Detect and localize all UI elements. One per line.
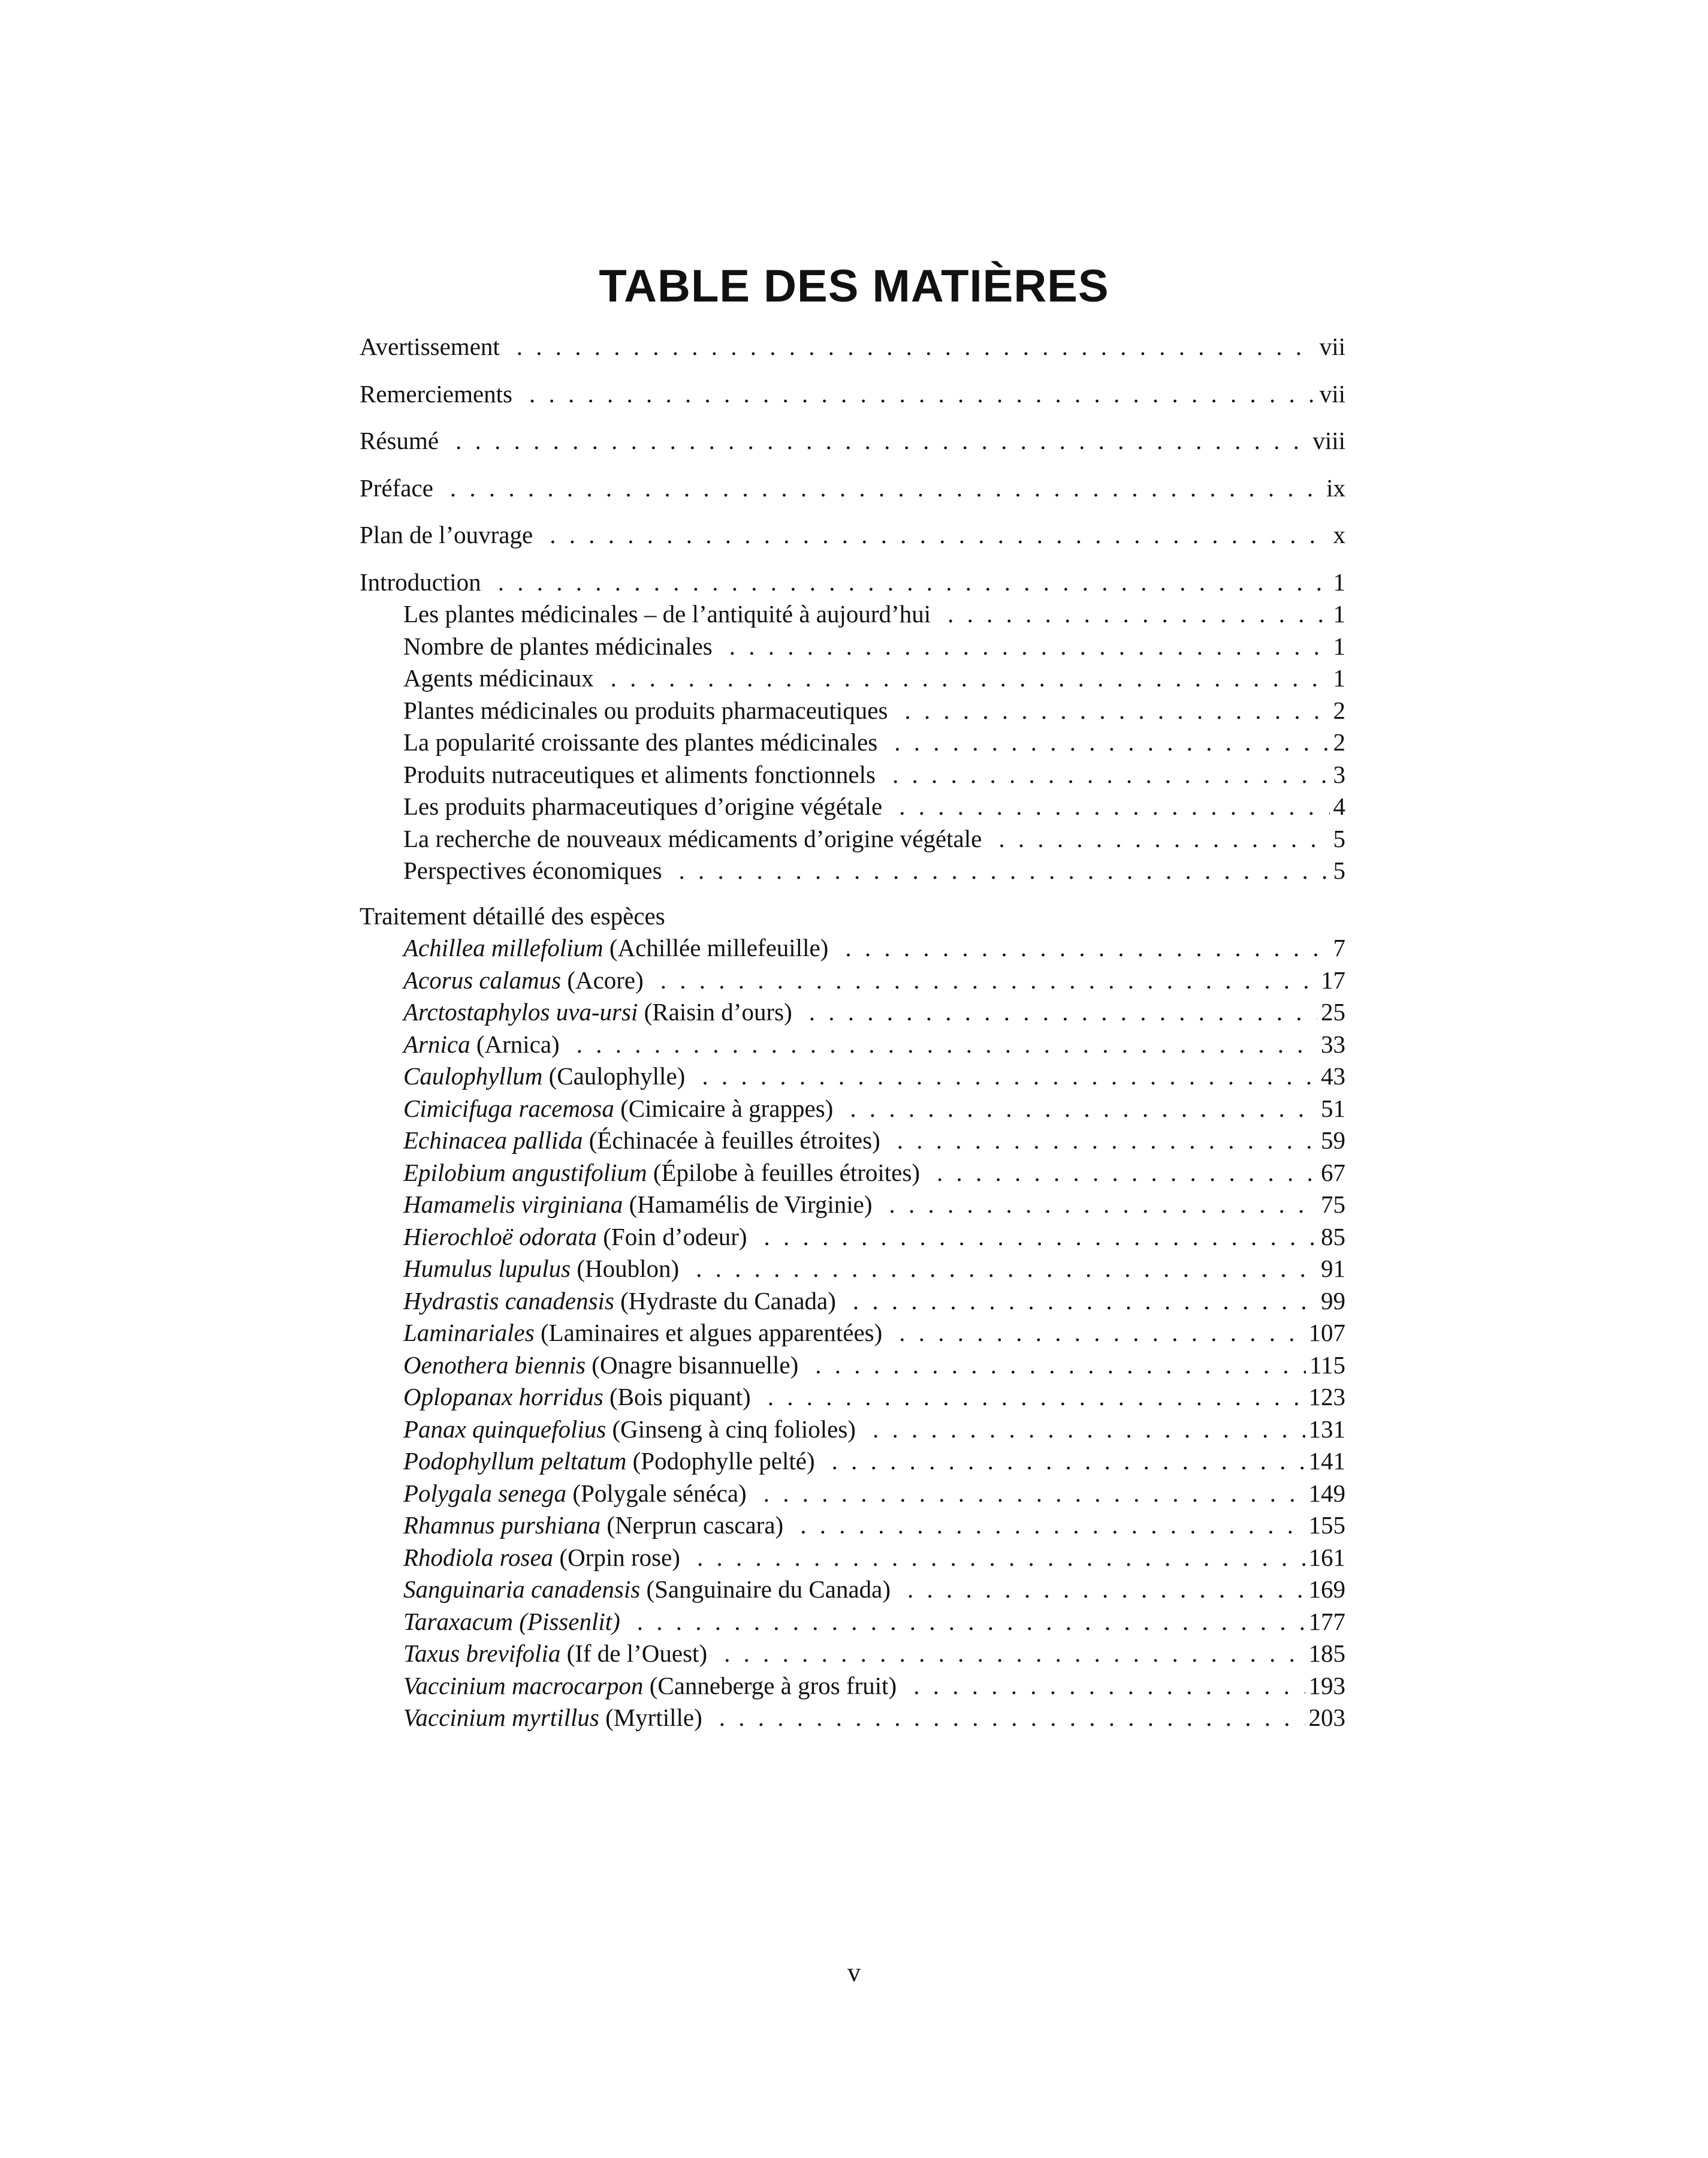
leader-dots xyxy=(611,662,1330,695)
toc-species-entry[interactable] xyxy=(360,1542,1345,1574)
common-name: (Acore) xyxy=(561,966,644,994)
toc-page-number: 51 xyxy=(1321,1094,1345,1122)
toc-page-number: 203 xyxy=(1308,1704,1345,1731)
toc-entry-label xyxy=(403,996,792,1029)
leader-dots xyxy=(577,1029,1317,1061)
toc-entry-preface[interactable] xyxy=(360,472,1345,505)
toc-species-entry[interactable] xyxy=(360,1349,1345,1382)
page-number: v xyxy=(847,1958,861,1987)
introduction-subentries xyxy=(360,598,1345,887)
toc-subentry[interactable] xyxy=(360,791,1345,823)
toc-entry-label: Produits nutraceutiques et aliments fonctionnels xyxy=(403,760,876,788)
leader-dots xyxy=(719,1702,1305,1734)
latin-name: Oenothera biennis xyxy=(403,1351,586,1379)
toc-page-number: 169 xyxy=(1308,1575,1345,1603)
toc-entry-label xyxy=(403,1349,798,1382)
common-name: (Ginseng à cinq folioles) xyxy=(606,1415,856,1443)
common-name: (Caulophylle) xyxy=(542,1062,686,1090)
toc-page-number: 33 xyxy=(1321,1030,1345,1058)
toc-page-number: ix xyxy=(1326,474,1345,502)
toc-page-number: viii xyxy=(1312,427,1345,454)
common-name: (Bois piquant) xyxy=(603,1383,751,1410)
latin-name: Cimicifuga racemosa xyxy=(403,1094,614,1122)
toc-entry-label xyxy=(403,1189,873,1221)
toc-species-entry[interactable] xyxy=(360,1221,1345,1253)
toc-entry-label: Préface xyxy=(360,474,433,502)
toc-page-number: 91 xyxy=(1321,1255,1345,1282)
common-name: (Épilobe à feuilles étroites) xyxy=(647,1158,920,1186)
toc-page-number: 2 xyxy=(1333,696,1345,724)
common-name: (Hydraste du Canada) xyxy=(614,1286,836,1315)
toc-species-entry[interactable] xyxy=(360,1509,1345,1542)
toc-page-number: 141 xyxy=(1308,1447,1345,1475)
toc-species-entry[interactable] xyxy=(360,1670,1345,1702)
leader-dots xyxy=(550,519,1329,551)
toc-entry-label xyxy=(403,1221,747,1253)
toc-species-entry[interactable] xyxy=(360,965,1345,997)
toc-subentry[interactable] xyxy=(360,727,1345,759)
toc-page-number: 149 xyxy=(1308,1479,1345,1507)
toc-species-entry[interactable] xyxy=(360,1702,1345,1734)
toc-subentry[interactable] xyxy=(360,631,1345,663)
common-name: (Houblon) xyxy=(571,1255,680,1282)
toc-page-number: 155 xyxy=(1308,1511,1345,1539)
toc-page-number: vii xyxy=(1319,333,1345,360)
leader-dots xyxy=(455,425,1309,457)
latin-name: Arctostaphylos uva-ursi xyxy=(403,998,638,1026)
toc-entry-label xyxy=(403,1093,833,1125)
common-name: (Polygale sénéca) xyxy=(566,1479,747,1507)
toc-subentry[interactable] xyxy=(360,662,1345,695)
latin-name: Sanguinaria canadensis xyxy=(403,1575,641,1603)
toc-entry-label xyxy=(403,1638,707,1670)
common-name: (Échinacée à feuilles étroites) xyxy=(583,1126,880,1154)
common-name: (Hamamélis de Virginie) xyxy=(623,1190,873,1218)
toc-entry-remerciements[interactable] xyxy=(360,378,1345,411)
toc-entry-introduction[interactable] xyxy=(360,566,1345,599)
common-name: (Orpin rose) xyxy=(553,1543,680,1571)
leader-dots xyxy=(894,727,1329,759)
toc-species-entry[interactable] xyxy=(360,1125,1345,1157)
toc-entry-label xyxy=(403,1285,836,1318)
toc-page-number: 161 xyxy=(1308,1543,1345,1571)
toc-entry-label xyxy=(403,1029,560,1061)
leader-dots xyxy=(729,631,1330,663)
leader-dots xyxy=(679,855,1330,887)
common-name: (Raisin d’ours) xyxy=(638,998,792,1026)
toc-entry-label xyxy=(403,1317,882,1349)
toc-entry-label xyxy=(403,1381,751,1413)
toc-page-number: x xyxy=(1333,521,1345,548)
toc-page-number: 17 xyxy=(1321,966,1345,994)
toc-entry-label xyxy=(403,932,828,965)
latin-name: Podophyllum peltatum xyxy=(403,1447,627,1475)
toc-entry-resume[interactable] xyxy=(360,425,1345,457)
leader-dots xyxy=(660,965,1317,997)
toc-entry-label xyxy=(403,1413,856,1446)
toc-entry-label xyxy=(403,1445,815,1478)
toc-species-entry[interactable] xyxy=(360,1285,1345,1318)
common-name: (Canneberge à gros fruit) xyxy=(643,1671,897,1699)
leader-dots xyxy=(764,1478,1305,1510)
toc-subentry[interactable] xyxy=(360,695,1345,727)
toc-entry-label: Avertissement xyxy=(360,333,500,360)
toc-page-number: 7 xyxy=(1333,934,1345,962)
latin-name: Laminariales xyxy=(403,1319,535,1346)
toc-entry-label xyxy=(403,1253,679,1285)
toc-page-number: 43 xyxy=(1321,1062,1345,1090)
toc-page-number: 177 xyxy=(1308,1607,1345,1635)
latin-name: Caulophyllum xyxy=(403,1062,543,1090)
toc-subentry[interactable] xyxy=(360,598,1345,631)
latin-name: Humulus lupulus xyxy=(403,1255,571,1282)
leader-dots xyxy=(998,823,1329,855)
toc-species-entry[interactable] xyxy=(360,1478,1345,1510)
toc-page-number: 1 xyxy=(1333,568,1345,596)
common-name: (If de l’Ouest) xyxy=(560,1639,708,1667)
latin-name: Acorus calamus xyxy=(403,966,562,994)
leader-dots xyxy=(899,791,1329,823)
toc-species-entry[interactable] xyxy=(360,1029,1345,1061)
leader-dots xyxy=(450,472,1323,505)
toc-page-number: 1 xyxy=(1333,600,1345,628)
leader-dots xyxy=(904,695,1329,727)
page-title: TABLE DES MATIÈRES xyxy=(599,261,1109,312)
toc-page-number: 185 xyxy=(1308,1639,1345,1667)
toc-entry-avertissement[interactable] xyxy=(360,331,1345,363)
toc-page-number: 59 xyxy=(1321,1126,1345,1154)
leader-dots xyxy=(764,1221,1317,1253)
toc-species-entry[interactable] xyxy=(360,996,1345,1029)
toc-page-number: 5 xyxy=(1333,857,1345,884)
toc-species-entry[interactable] xyxy=(360,1253,1345,1285)
leader-dots xyxy=(913,1670,1305,1702)
toc-page-number: 99 xyxy=(1321,1286,1345,1315)
toc-page-number: 1 xyxy=(1333,664,1345,692)
leader-dots xyxy=(889,1189,1318,1221)
toc-page-number: vii xyxy=(1319,379,1345,408)
species-section-heading: Traitement détaillé des espèces xyxy=(360,902,665,930)
toc-entry-label xyxy=(403,1542,680,1574)
leader-dots xyxy=(498,566,1330,599)
toc-species-entry[interactable] xyxy=(360,932,1345,965)
toc-entry-label: La popularité croissante des plantes médicinales xyxy=(403,728,878,756)
leader-dots xyxy=(850,1093,1317,1125)
toc-page-number: 4 xyxy=(1333,792,1345,820)
toc-page-number: 193 xyxy=(1308,1671,1345,1699)
toc-entry-label: Nombre de plantes médicinales xyxy=(403,632,713,660)
common-name: (Laminaires et algues apparentées) xyxy=(534,1319,883,1346)
toc-entry-label xyxy=(403,965,644,997)
leader-dots xyxy=(892,759,1330,791)
toc-entry-label: Plan de l’ouvrage xyxy=(360,521,533,548)
leader-dots xyxy=(832,1445,1305,1478)
toc-species-entry[interactable] xyxy=(360,1574,1345,1606)
leader-dots xyxy=(809,996,1317,1029)
latin-name: Taxus brevifolia xyxy=(403,1639,561,1667)
toc-page-number: 1 xyxy=(1333,632,1345,660)
common-name: (Foin d’odeur) xyxy=(597,1222,747,1250)
toc-entry-label xyxy=(403,1702,702,1734)
toc-page-number: 25 xyxy=(1321,998,1345,1026)
common-name: (Myrtille) xyxy=(599,1704,702,1731)
common-name: (Sanguinaire du Canada) xyxy=(640,1575,891,1603)
toc-page-number: 3 xyxy=(1333,760,1345,788)
common-name: (Onagre bisannuelle) xyxy=(586,1351,799,1379)
common-name: (Podophylle pelté) xyxy=(626,1447,815,1475)
toc-species-entry[interactable] xyxy=(360,1606,1345,1638)
common-name: (Nerprun cascara) xyxy=(600,1511,784,1539)
species-subentries xyxy=(360,932,1345,1734)
latin-name: Vaccinium myrtillus xyxy=(403,1704,599,1731)
toc-species-entry[interactable] xyxy=(360,1093,1345,1125)
toc-subentry[interactable] xyxy=(360,855,1345,887)
toc-species-entry[interactable] xyxy=(360,1060,1345,1093)
leader-dots xyxy=(800,1509,1305,1542)
toc-page-number: 115 xyxy=(1309,1351,1345,1379)
latin-name: Hierochloë odorata xyxy=(403,1222,598,1250)
latin-name: Polygala senega xyxy=(403,1479,567,1507)
toc-page-number: 2 xyxy=(1333,728,1345,756)
toc-entry-label xyxy=(403,1509,783,1542)
toc-entry-label: Résumé xyxy=(360,427,439,454)
leader-dots xyxy=(947,598,1329,631)
leader-dots xyxy=(697,1542,1305,1574)
latin-name: Rhamnus purshiana xyxy=(403,1511,601,1539)
common-name: (Achillée millefeuille) xyxy=(603,934,829,962)
toc-entry-label xyxy=(403,1060,685,1093)
leader-dots xyxy=(815,1349,1306,1382)
latin-name: Echinacea pallida xyxy=(403,1126,583,1154)
leader-dots xyxy=(897,1125,1317,1157)
toc-subentry[interactable] xyxy=(360,759,1345,791)
table-of-contents xyxy=(360,331,1345,1734)
toc-species-entry[interactable] xyxy=(360,1157,1345,1189)
toc-entry-label: Perspectives économiques xyxy=(403,857,662,884)
latin-name: Hamamelis virginiana xyxy=(403,1190,623,1218)
leader-dots xyxy=(517,331,1316,363)
latin-name: Epilobium angustifolium xyxy=(403,1158,647,1186)
toc-species-entry[interactable] xyxy=(360,1189,1345,1221)
toc-page-number: 131 xyxy=(1308,1415,1345,1443)
toc-species-entry[interactable] xyxy=(360,1445,1345,1478)
toc-species-entry[interactable] xyxy=(360,1638,1345,1670)
latin-name: Panax quinquefolius xyxy=(403,1415,606,1443)
toc-page-number: 107 xyxy=(1308,1319,1345,1346)
toc-entry-label: Introduction xyxy=(360,568,481,596)
toc-entry-label xyxy=(403,1574,891,1606)
toc-entry-label: Les plantes médicinales – de l’antiquité à aujourd’hui xyxy=(403,600,931,628)
toc-species-entry[interactable] xyxy=(360,1381,1345,1413)
toc-entry-label: Remerciements xyxy=(360,379,513,408)
toc-entry-plan[interactable] xyxy=(360,519,1345,551)
toc-entry-label xyxy=(403,1670,897,1702)
toc-species-entry[interactable] xyxy=(360,1413,1345,1446)
toc-entry-label xyxy=(403,1125,880,1157)
toc-subentry[interactable] xyxy=(360,823,1345,855)
leader-dots xyxy=(853,1285,1317,1318)
toc-entry-label: Agents médicinaux xyxy=(403,664,594,692)
leader-dots xyxy=(907,1574,1305,1606)
latin-name: Arnica xyxy=(403,1030,470,1058)
latin-name: Oplopanax horridus xyxy=(403,1383,603,1410)
toc-entry-label xyxy=(403,1606,620,1638)
toc-page-number: 85 xyxy=(1321,1222,1345,1250)
common-name: (Arnica) xyxy=(470,1030,560,1058)
latin-name: Vaccinium macrocarpon xyxy=(403,1671,644,1699)
leader-dots xyxy=(768,1381,1305,1413)
toc-page-number: 5 xyxy=(1333,824,1345,852)
leader-dots xyxy=(702,1060,1317,1093)
leader-dots xyxy=(873,1413,1305,1446)
toc-entry-label: Plantes médicinales ou produits pharmaceutiques xyxy=(403,696,888,724)
leader-dots xyxy=(899,1317,1305,1349)
latin-name: Taraxacum (Pissenlit) xyxy=(403,1607,620,1635)
leader-dots xyxy=(637,1606,1305,1638)
latin-name: Rhodiola rosea xyxy=(403,1543,554,1571)
common-name: (Cimicaire à grappes) xyxy=(614,1094,834,1122)
leader-dots xyxy=(696,1253,1317,1285)
toc-species-entry[interactable] xyxy=(360,1317,1345,1349)
leader-dots xyxy=(529,378,1316,411)
toc-entry-label xyxy=(403,1478,747,1510)
toc-page-number: 123 xyxy=(1308,1383,1345,1410)
toc-page-number: 67 xyxy=(1321,1158,1345,1186)
toc-entry-label: Les produits pharmaceutiques d’origine végétale xyxy=(403,792,883,820)
leader-dots xyxy=(845,932,1329,965)
latin-name: Achillea millefolium xyxy=(403,934,603,962)
toc-page-number: 75 xyxy=(1321,1190,1345,1218)
leader-dots xyxy=(724,1638,1305,1670)
leader-dots xyxy=(937,1157,1317,1189)
toc-entry-label xyxy=(403,1157,920,1189)
latin-name: Hydrastis canadensis xyxy=(403,1286,614,1315)
toc-entry-label: La recherche de nouveaux médicaments d’origine végétale xyxy=(403,824,982,852)
